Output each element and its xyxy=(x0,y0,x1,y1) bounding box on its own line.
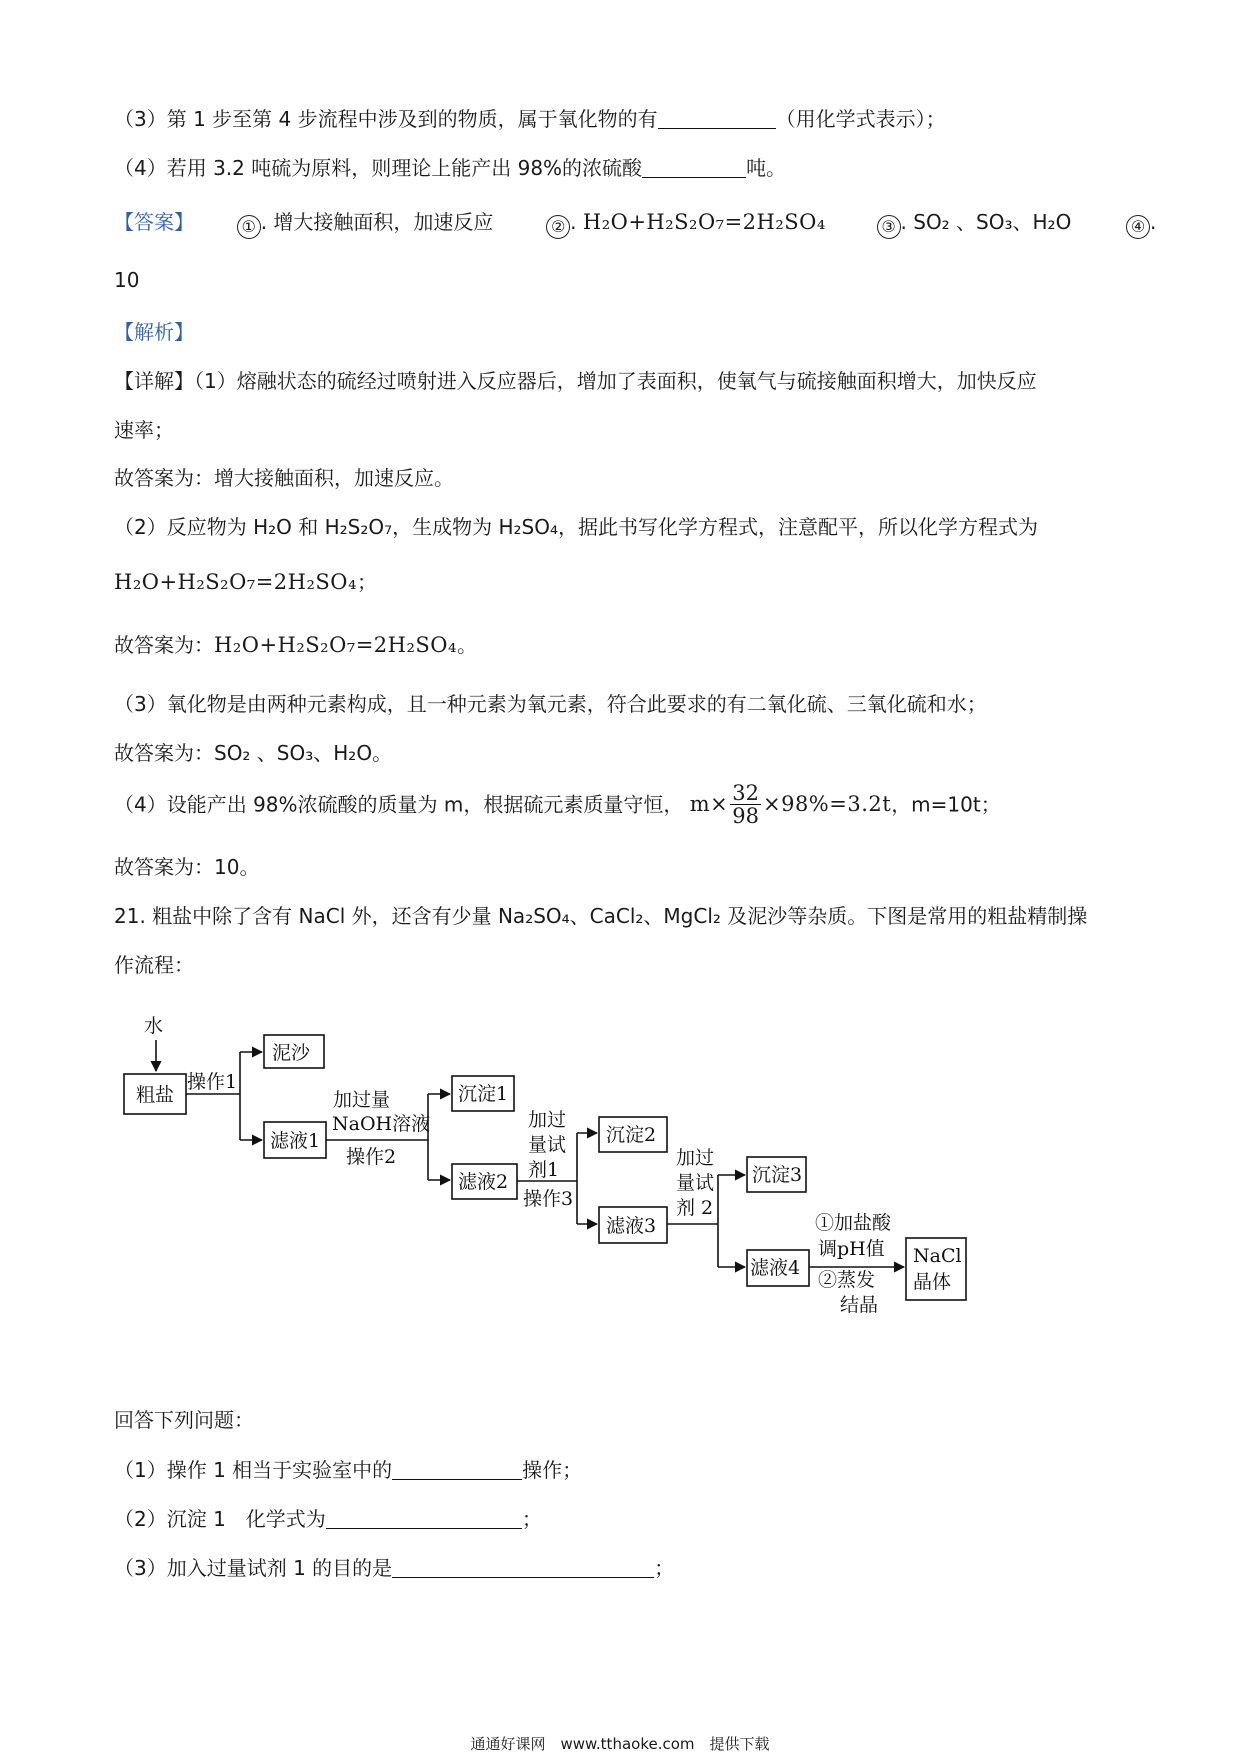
label-add-hcl: ①加盐酸 xyxy=(815,1212,892,1234)
question-3: （3）第 1 步至第 4 步流程中涉及到的物质，属于氧化物的有 （用化学式表示）； xyxy=(114,107,946,131)
detail-p1-cont: 速率； xyxy=(114,418,174,442)
label-crystallize: 结晶 xyxy=(840,1294,879,1316)
label-reagent-2-c: 剂 2 xyxy=(676,1197,714,1219)
label-sand: 泥沙 xyxy=(272,1042,311,1064)
label-reagent-1-a: 加过 xyxy=(528,1109,567,1131)
sub-question-3: （3）加入过量试剂 1 的目的是 ； xyxy=(114,1556,675,1580)
answer-3-text: 故答案为：SO₂ 、SO₃、H₂O。 xyxy=(114,741,393,765)
analysis-label: 【解析】 xyxy=(114,320,194,344)
label-filtrate-1: 滤液1 xyxy=(270,1130,321,1152)
label-water: 水 xyxy=(144,1015,164,1037)
answer-blank xyxy=(326,1508,522,1529)
answer-prompt: 回答下列问题： xyxy=(114,1408,254,1432)
label-crude-salt: 粗盐 xyxy=(136,1084,175,1106)
q21-text: 21. 粗盐中除了含有 NaCl 外，还含有少量 Na₂SO₄、CaCl₂、MgCl₂ 及泥沙等杂质。下图是常用的粗盐精制操 xyxy=(114,904,1088,928)
detail-p4: （4）设能产出 98%浓硫酸的质量为 m，根据硫元素质量守恒， m× $\frac{32}{98}$ ×98%=3.2t，m=10t； xyxy=(114,781,1001,829)
label-crystal: 晶体 xyxy=(913,1271,952,1293)
detail-p1: 【详解】（1）熔融状态的硫经过喷射进入反应器后，增加了表面积，使氧气与硫接触面积增大，加快反应 xyxy=(114,369,1037,393)
q21-text-cont: 作流程： xyxy=(114,953,194,977)
sub-question-2: （2）沉淀 1 化学式为 ； xyxy=(114,1507,542,1531)
label-precipitate-3: 沉淀3 xyxy=(752,1164,803,1186)
label-op-3: 操作3 xyxy=(523,1188,574,1210)
label-naoh-solution: NaOH溶液 xyxy=(332,1113,431,1135)
answer-4-text: 故答案为：10。 xyxy=(114,855,260,879)
fraction: $\frac{32}{98}$ xyxy=(732,781,759,829)
label-precipitate-1: 沉淀1 xyxy=(458,1083,509,1105)
page-footer: 通通好课网 www.tthaoke.com 提供下载 xyxy=(470,1735,770,1753)
answer-blank xyxy=(392,1459,522,1480)
answer-label: 【答案】 xyxy=(114,210,194,234)
label-reagent-2-a: 加过 xyxy=(676,1147,715,1169)
label-filtrate-2: 滤液2 xyxy=(458,1171,509,1193)
label-filtrate-3: 滤液3 xyxy=(606,1215,657,1237)
label-op-1: 操作1 xyxy=(187,1071,238,1093)
label-precipitate-2: 沉淀2 xyxy=(606,1124,657,1146)
sub-question-1: （1）操作 1 相当于实验室中的 操作； xyxy=(114,1458,583,1482)
question-4: （4）若用 3.2 吨硫为原料，则理论上能产出 98%的浓硫酸 吨。 xyxy=(114,156,787,180)
detail-p2: （2）反应物为 H₂O 和 H₂S₂O₇，生成物为 H₂SO₄，据此书写化学方程式，注意配平，所以化学方程式为 xyxy=(114,515,1038,539)
answer-2-text: 故答案为：H₂O+H₂S₂O₇=2H₂SO₄。 xyxy=(114,633,477,657)
label-nacl: NaCl xyxy=(913,1245,962,1267)
label-reagent-2-b: 量试 xyxy=(676,1172,715,1194)
label-evaporate: ②蒸发 xyxy=(818,1269,876,1291)
label-adjust-ph: 调pH值 xyxy=(818,1238,885,1260)
label-reagent-1-c: 剂1 xyxy=(528,1159,560,1181)
detail-p3: （3）氧化物是由两种元素构成，且一种元素为氧元素，符合此要求的有二氧化硫、三氧化硫和水； xyxy=(114,692,987,716)
label-filtrate-4: 滤液4 xyxy=(750,1257,801,1279)
label-add-excess: 加过量 xyxy=(333,1089,391,1111)
label-reagent-1-b: 量试 xyxy=(528,1134,567,1156)
answer-4-value: 10 xyxy=(114,268,140,292)
answer-1-text: 故答案为：增大接触面积，加速反应。 xyxy=(114,466,454,490)
label-op-2: 操作2 xyxy=(346,1146,397,1168)
answer-blank xyxy=(392,1557,654,1578)
answer-line: 【答案】 ① . 增大接触面积，加速反应 ② . H₂O+H₂S₂O₇=2H₂SO₄ ③ . SO₂ 、SO₃、H₂O ④ . xyxy=(114,212,1124,239)
equation-line: H₂O+H₂S₂O₇=2H₂SO₄； xyxy=(114,570,377,594)
